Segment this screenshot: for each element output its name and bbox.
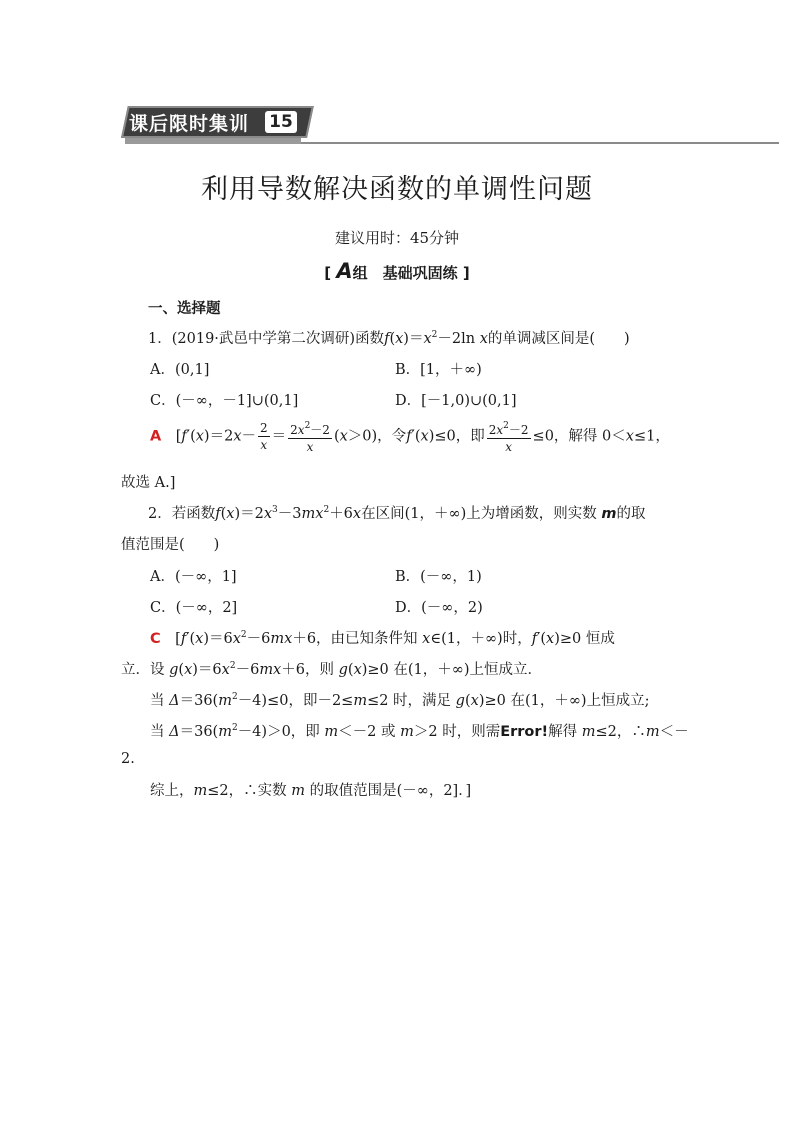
q2-number: 2．	[148, 506, 172, 522]
q2-answer: C	[150, 631, 161, 647]
q1-option-c: C．(－∞，－1]∪(0,1]	[150, 393, 299, 409]
group-letter: A	[336, 259, 353, 283]
q2-solution-3: 当 $\Delta=36(m^2-4)\le 0$，即－2≤m≤2 时，满足 g(x)≥0 在(1，＋∞)上恒成立;	[150, 692, 650, 709]
fraction: $\frac{2}{x}$	[260, 421, 268, 452]
q1-text-b: 的单调减区间是( )	[487, 331, 630, 347]
group-bracket-open: [	[324, 264, 332, 282]
q1-function: $f(x)=x^2-2\ln$ x	[384, 330, 488, 347]
q1-option-d: D．[－1,0)∪(0,1]	[395, 393, 517, 409]
q1-number: 1．	[148, 331, 172, 347]
q1-text-a: 函数	[355, 331, 385, 347]
header-tag-label: 课后限时集训	[129, 113, 250, 135]
q2-option-b: B．(－∞，1)	[395, 569, 482, 585]
group-label: 组 基础巩固练	[352, 264, 458, 282]
q2-solution-2: 立．设 $g(x)=6x^2-6mx+6$，则 g(x)≥0 在(1，＋∞)上恒成立．	[121, 661, 543, 678]
q1-option-a: A．(0,1]	[150, 362, 210, 378]
q1-source: (2019·武邑中学第二次调研)	[171, 331, 356, 347]
fraction: $\frac{2x^2-2}{x}$	[487, 418, 531, 455]
group-bracket-close: ]	[462, 264, 470, 282]
error-text: Error!	[500, 724, 549, 740]
q2-option-d: D．(－∞，2)	[395, 600, 483, 616]
q2-text-line2: 值范围是( )	[121, 537, 220, 553]
q1-solution-tail: 故选 A.]	[121, 475, 176, 491]
q1-answer: A	[150, 428, 162, 445]
q2-solution-4: 当 $\Delta=36(m^2-4)>0$，即 m＜－2 或 m＞2 时，则需Error!解得 m≤2，∴m＜－	[150, 723, 689, 740]
q2-text-c: 的取	[616, 506, 646, 522]
q2-variable: m	[601, 506, 617, 522]
q2-function: $f(x)=2x^3-3mx^2+6x$	[215, 505, 362, 522]
question-1	[148, 327, 630, 348]
q2-text-a: 若函数	[171, 506, 216, 522]
q1-solution: A [f′(x)＝2x－ $\frac{2}{x}$ ＝ $\frac{2x^2-2}{x}$ (x＞0)，令f′(x)≤0，即 $\frac{2x^2-2}{x}$ ≤0，解得 0＜x≤1，	[150, 418, 670, 455]
question-2	[148, 502, 645, 523]
fraction: $\frac{2x^2-2}{x}$	[288, 418, 332, 455]
section-heading: 一、选择题	[148, 301, 221, 317]
page-title: 利用导数解决函数的单调性问题	[201, 174, 593, 205]
header-rule	[301, 142, 779, 144]
q2-text-b: 在区间(1，＋∞)上为增函数，则实数	[361, 506, 597, 522]
q2-solution-5: 2.	[121, 751, 135, 767]
q2-solution-1: C [$f'(x)=6x^2-6mx+6$，由已知条件知 x∈(1，＋∞)时，f′(x)≥0 恒成	[150, 630, 615, 647]
header-number-badge: 15	[265, 111, 297, 133]
q1-option-b: B．[1，＋∞)	[395, 362, 482, 378]
q2-conclusion: 综上，m≤2，∴实数 m 的取值范围是(－∞，2]．]	[150, 783, 472, 799]
group-heading	[0, 259, 794, 283]
chapter-header	[121, 106, 779, 146]
q2-option-a: A．(－∞，1]	[150, 569, 237, 585]
header-shadow	[125, 138, 301, 144]
q2-option-c: C．(－∞，2]	[150, 600, 238, 616]
suggested-time: 建议用时：45分钟	[334, 229, 460, 247]
